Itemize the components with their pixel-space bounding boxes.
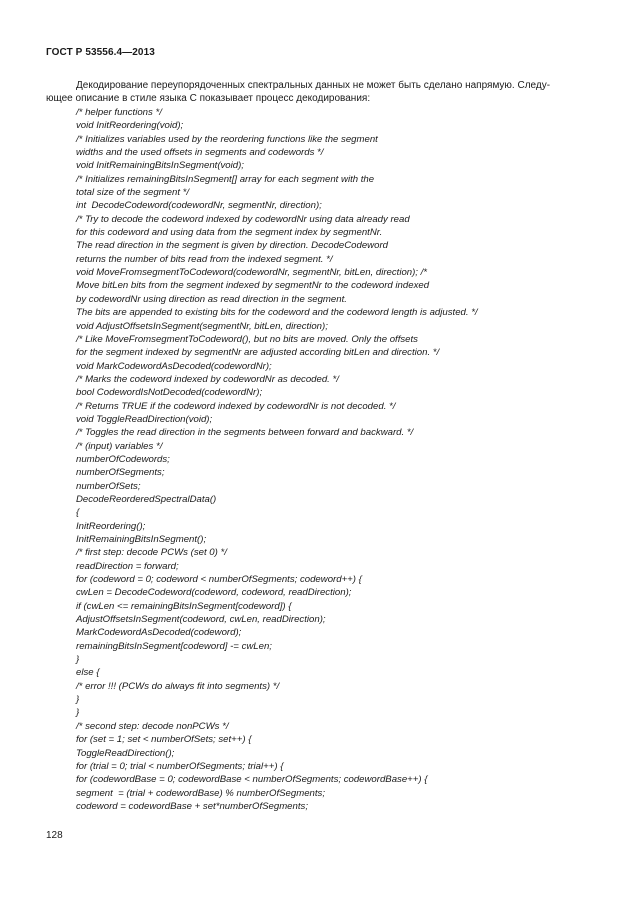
code-line: numberOfCodewords; <box>76 453 170 465</box>
code-line: numberOfSegments; <box>76 467 165 479</box>
intro-line: ющее описание в стиле языка C показывает процесс декодирования: <box>46 93 371 105</box>
code-line: for this codeword and using data from the segment index by segmentNr. <box>76 227 383 239</box>
code-line: Move bitLen bits from the segment indexed by segmentNr to the codeword indexed <box>76 280 430 292</box>
code-line: /* Try to decode the codeword indexed by codewordNr using data already read <box>76 213 410 225</box>
code-line: /* error !!! (PCWs do always fit into segments) */ <box>76 680 280 692</box>
code-line: The bits are appended to existing bits for the codeword and the codeword length is adjusted. */ <box>76 307 478 319</box>
code-line: for (codeword = 0; codeword < numberOfSegments; codeword++) { <box>76 574 362 586</box>
code-line: int DecodeCodeword(codewordNr, segmentNr, direction); <box>76 200 322 212</box>
code-line: for (set = 1; set < numberOfSets; set++) { <box>76 734 252 746</box>
code-line: for (trial = 0; trial < numberOfSegments; trial++) { <box>76 760 284 772</box>
code-line: /* Toggles the read direction in the segments between forward and backward. */ <box>76 427 414 439</box>
intro-paragraph <box>46 79 586 106</box>
code-line: MarkCodewordAsDecoded(codeword); <box>76 627 242 639</box>
code-line: total size of the segment */ <box>76 187 190 199</box>
code-line: /* Like MoveFromsegmentToCodeword(), but no bits are moved. Only the offsets <box>76 333 418 345</box>
code-line: returns the number of bits read from the indexed segment. */ <box>76 253 333 265</box>
code-line: void AdjustOffsetsInSegment(segmentNr, bitLen, direction); <box>76 320 328 332</box>
code-line: } <box>76 707 80 719</box>
code-line: /* first step: decode PCWs (set 0) */ <box>76 547 227 559</box>
code-line: } <box>76 654 80 666</box>
code-line: readDirection = forward; <box>76 560 179 572</box>
code-line: /* helper functions */ <box>76 107 162 118</box>
code-line: for the segment indexed by segmentNr are adjusted according bitLen and direction. */ <box>76 347 440 359</box>
code-line: { <box>76 507 80 519</box>
code-line: InitReordering(); <box>76 520 146 532</box>
code-line: /* Initializes variables used by the reordering functions like the segment <box>76 133 378 145</box>
code-listing <box>76 106 596 813</box>
code-line: InitRemainingBitsInSegment(); <box>76 534 207 545</box>
code-line: AdjustOffsetsInSegment(codeword, cwLen, readDirection); <box>76 614 326 626</box>
code-line: DecodeReorderedSpectralData() <box>76 493 217 505</box>
code-line: else { <box>76 667 100 679</box>
code-line: /* Marks the codeword indexed by codewordNr as decoded. */ <box>76 373 339 385</box>
code-line: void InitRemainingBitsInSegment(void); <box>76 160 244 172</box>
code-line: segment = (trial + codewordBase) % numberOfSegments; <box>76 787 326 799</box>
code-line: for (codewordBase = 0; codewordBase < numberOfSegments; codewordBase++) { <box>76 774 428 786</box>
code-line: /* second step: decode nonPCWs */ <box>76 720 229 732</box>
code-line: remainingBitsInSegment[codeword] -= cwLen; <box>76 640 272 652</box>
code-line: widths and the used offsets in segments and codewords */ <box>76 147 324 159</box>
code-line: if (cwLen <= remainingBitsInSegment[codeword]) { <box>76 600 292 612</box>
code-line: /* (input) variables */ <box>76 440 163 452</box>
code-line: /* Initializes remainingBitsInSegment[] array for each segment with the <box>76 173 375 185</box>
code-line: by codewordNr using direction as read direction in the segment. <box>76 293 347 305</box>
code-line: void ToggleReadDirection(void); <box>76 413 213 425</box>
code-line: cwLen = DecodeCodeword(codeword, codeword, readDirection); <box>76 587 352 599</box>
code-line: bool CodewordIsNotDecoded(codewordNr); <box>76 387 263 399</box>
code-line: The read direction in the segment is given by direction. DecodeCodeword <box>76 240 388 252</box>
intro-line: Декодирование переупорядоченных спектральных данных не может быть сделано напрямую. Следу- <box>76 80 551 91</box>
page-number: 128 <box>46 830 63 841</box>
code-line: codeword = codewordBase + set*numberOfSegments; <box>76 800 308 812</box>
code-line: void MarkCodewordAsDecoded(codewordNr); <box>76 360 272 372</box>
code-line: void InitReordering(void); <box>76 120 184 132</box>
code-line: ToggleReadDirection(); <box>76 747 175 759</box>
code-line: numberOfSets; <box>76 480 141 492</box>
standard-header: ГОСТ Р 53556.4—2013 <box>46 47 155 58</box>
code-line: void MoveFromsegmentToCodeword(codewordNr, segmentNr, bitLen, direction); /* <box>76 267 428 279</box>
code-line: } <box>76 694 80 706</box>
code-line: /* Returns TRUE if the codeword indexed by codewordNr is not decoded. */ <box>76 400 396 412</box>
